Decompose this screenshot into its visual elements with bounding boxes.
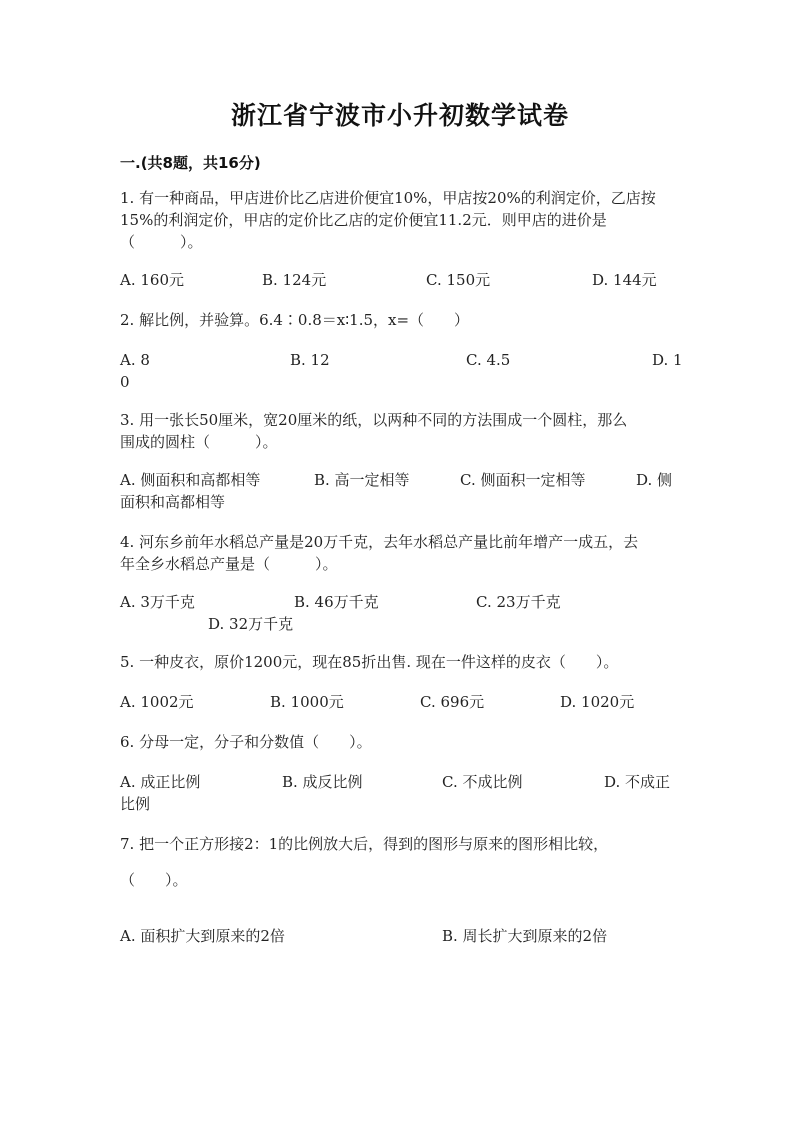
q4-text-line-1: 4. 河东乡前年水稻总产量是20万千克，去年水稻总产量比前年增产一成五，去 — [120, 533, 639, 551]
q4-option-a[interactable]: A. 3万千克 — [120, 593, 195, 611]
q3-text-line-1: 3. 用一张长50厘米，宽20厘米的纸，以两种不同的方法围成一个圆柱，那么 — [120, 411, 628, 429]
q6-option-c[interactable]: C. 不成比例 — [442, 773, 523, 791]
q3-option-c[interactable]: C. 侧面积一定相等 — [460, 471, 586, 489]
q2-option-d-wrap: 0 — [120, 373, 130, 391]
page-title: 浙江省宁波市小升初数学试卷 — [230, 101, 569, 130]
q2-option-b[interactable]: B. 12 — [290, 351, 330, 369]
q7-text-line-2: （ ）。 — [120, 871, 188, 889]
q3-option-b[interactable]: B. 高一定相等 — [314, 471, 410, 489]
q4-option-d[interactable]: D. 32万千克 — [208, 615, 294, 633]
q2-option-c[interactable]: C. 4.5 — [466, 351, 511, 369]
section-heading: 一.(共8题，共16分) — [120, 154, 261, 172]
q5-option-b[interactable]: B. 1000元 — [270, 693, 344, 711]
q6-option-b[interactable]: B. 成反比例 — [282, 773, 363, 791]
q4-option-b[interactable]: B. 46万千克 — [294, 593, 379, 611]
q6-option-a[interactable]: A. 成正比例 — [120, 773, 201, 791]
q5-option-d[interactable]: D. 1020元 — [560, 693, 635, 711]
q1-option-c[interactable]: C. 150元 — [426, 271, 491, 289]
q4-text-line-2: 年全乡水稻总产量是（ ）。 — [120, 555, 338, 573]
q7-text-line-1: 7. 把一个正方形接2：1的比例放大后，得到的图形与原来的图形相比较， — [120, 835, 609, 853]
q1-text-line-3: （ ）。 — [120, 233, 203, 251]
q3-option-d-wrap: 面积和高都相等 — [120, 493, 226, 511]
q1-option-a[interactable]: A. 160元 — [120, 271, 184, 289]
q2-text-line-1: 2. 解比例，并验算。6.4∶0.8＝x∶1.5，x=（ ） — [120, 311, 470, 329]
q6-option-d-wrap: 比例 — [120, 795, 151, 813]
q5-option-c[interactable]: C. 696元 — [420, 693, 485, 711]
q7-option-a[interactable]: A. 面积扩大到原来的2倍 — [120, 927, 285, 945]
q3-option-a[interactable]: A. 侧面积和高都相等 — [120, 471, 261, 489]
q5-option-a[interactable]: A. 1002元 — [120, 693, 194, 711]
q2-option-a[interactable]: A. 8 — [120, 351, 150, 369]
q1-option-b[interactable]: B. 124元 — [262, 271, 327, 289]
q3-option-d[interactable]: D. 侧 — [636, 471, 673, 489]
q6-text-line-1: 6. 分母一定，分子和分数值（ ）。 — [120, 733, 372, 751]
q1-text-line-2: 15%的利润定价，甲店的定价比乙店的定价便宜11.2元．则甲店的进价是 — [120, 211, 607, 229]
q4-option-c[interactable]: C. 23万千克 — [476, 593, 561, 611]
q7-option-b[interactable]: B. 周长扩大到原来的2倍 — [442, 927, 608, 945]
q1-option-d[interactable]: D. 144元 — [592, 271, 657, 289]
q5-text-line-1: 5. 一种皮衣，原价1200元，现在85折出售. 现在一件这样的皮衣（ ）。 — [120, 653, 619, 671]
q3-text-line-2: 围成的圆柱（ ）。 — [120, 433, 278, 451]
q6-option-d[interactable]: D. 不成正 — [604, 773, 671, 791]
q2-option-d[interactable]: D. 1 — [652, 351, 683, 369]
q1-text-line-1: 1. 有一种商品，甲店进价比乙店进价便宜10%，甲店按20%的利润定价，乙店按 — [120, 189, 656, 207]
